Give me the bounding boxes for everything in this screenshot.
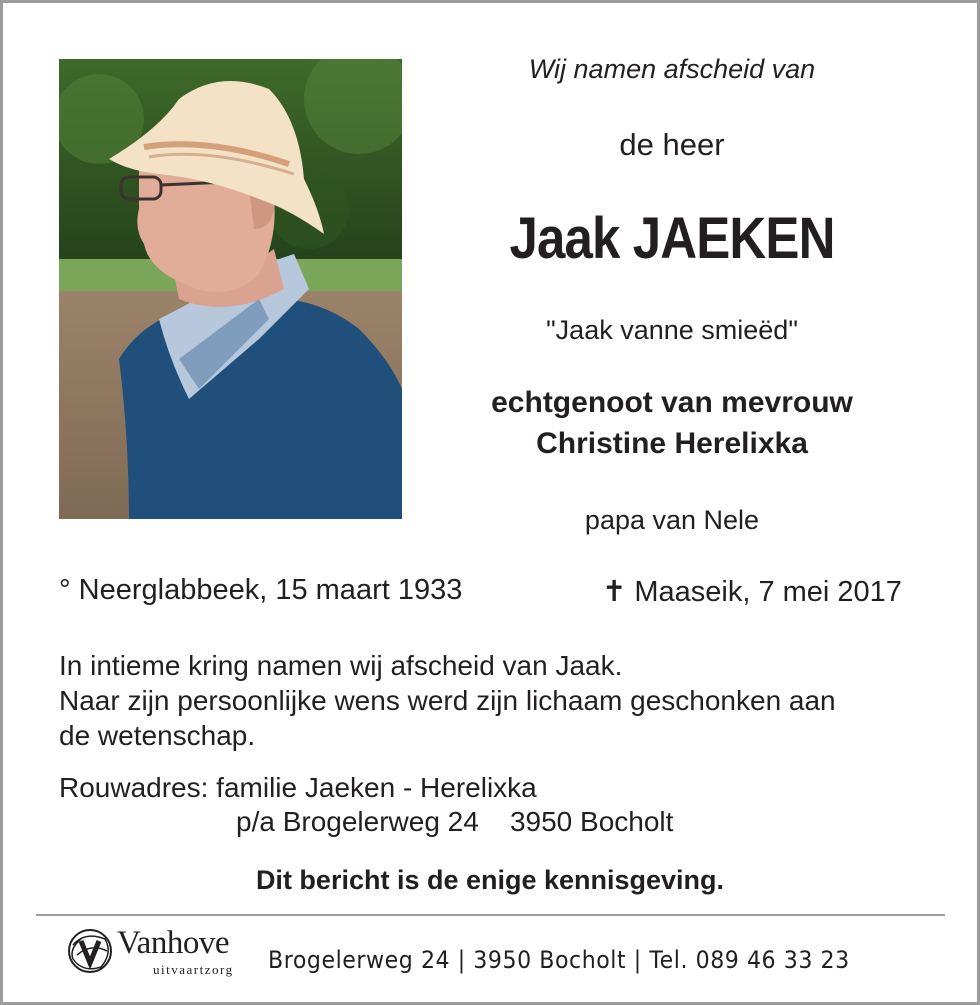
portrait-photo: [59, 59, 402, 519]
logo-name: Vanhove: [117, 925, 229, 961]
birth-info: ° Neerglabbeek, 15 maart 1933: [59, 574, 463, 606]
footer-divider: [36, 914, 945, 916]
honorific: de heer: [619, 127, 725, 162]
nickname: "Jaak vanne smieëd": [546, 315, 798, 345]
mourning-address-label: Rouwadres: familie Jaeken - Herelixka: [59, 772, 537, 803]
logo-subtitle: uitvaartzorg: [153, 962, 234, 977]
mourning-address: p/a Brogelerweg 24 3950 Bocholt: [236, 806, 674, 837]
message-line-1: In intieme kring namen wij afscheid van Jaak.: [59, 650, 623, 681]
message-body: [59, 648, 929, 753]
message-line-2: Naar zijn persoonlijke wens werd zijn lichaam geschonken aan: [59, 685, 836, 716]
spouse-line-2: Christine Herelixka: [536, 427, 808, 460]
death-info: ✝ Maaseik, 7 mei 2017: [602, 576, 902, 608]
intro-text: Wij namen afscheid van: [528, 54, 816, 84]
footer-contact: Brogelerweg 24 | 3950 Bocholt | Tel. 089 46 33 23: [268, 946, 850, 974]
vanhove-logo: [65, 925, 255, 977]
parent-line: papa van Nele: [584, 505, 760, 535]
deceased-name: Jaak JAEKEN: [509, 206, 835, 271]
spouse-line-1: echtgenoot van mevrouw: [491, 386, 853, 419]
scribble-v-icon: [65, 925, 117, 977]
message-line-3: de wetenschap.: [59, 720, 256, 751]
notice-text: Dit bericht is de enige kennisgeving.: [255, 865, 725, 895]
